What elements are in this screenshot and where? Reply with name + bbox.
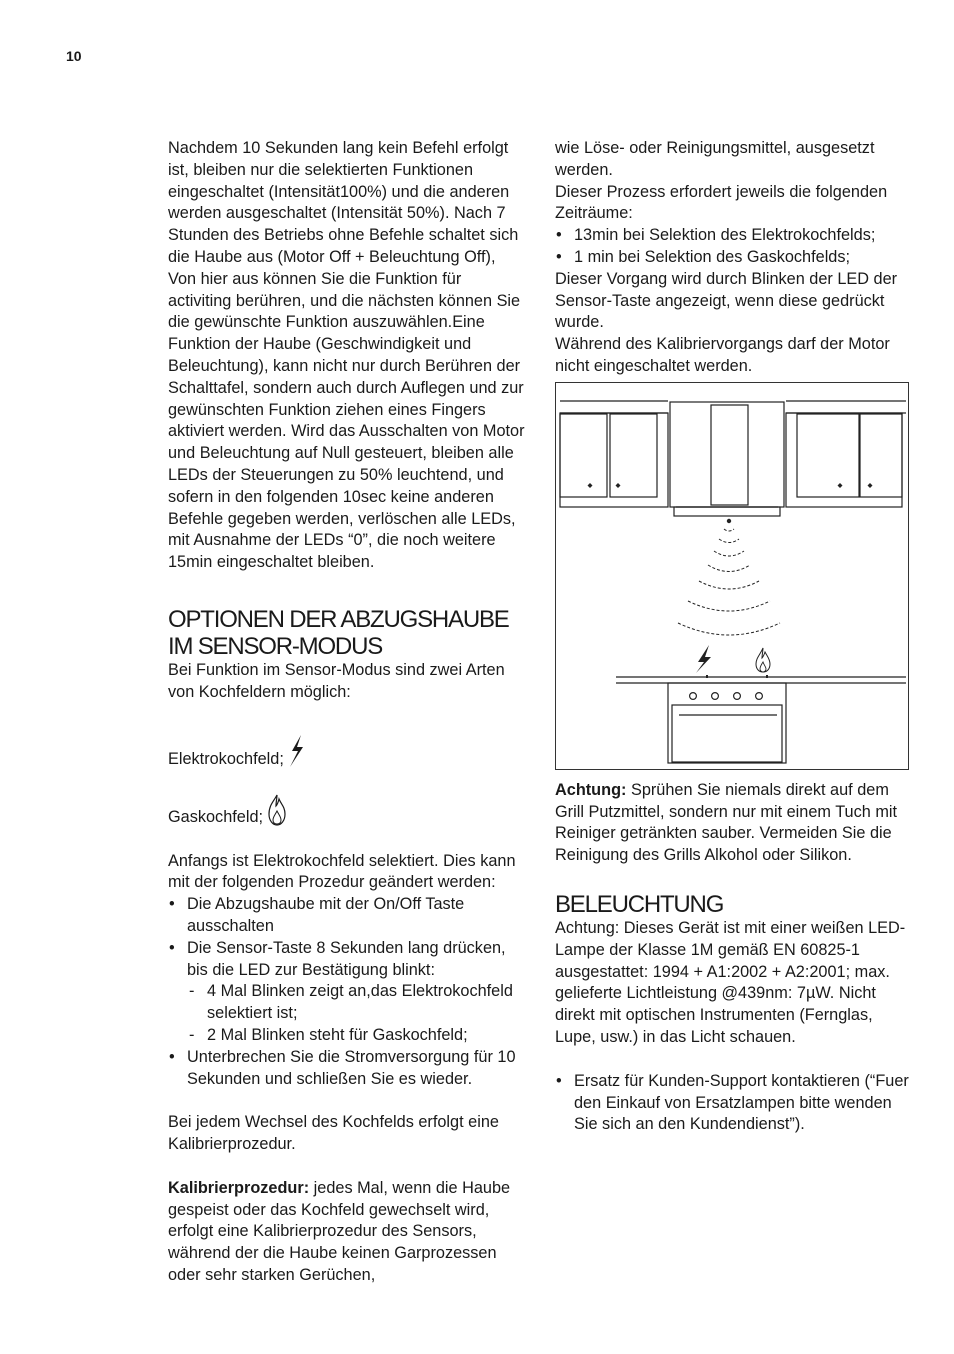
lighting-text: Achtung: Dieses Gerät ist mit einer weißen LED-Lampe der Klasse 1M gemäß EN 60825-1 ausgestattet: 1994 + A1:2002 + A2:2001; max. gelieferte Lichtleistung @439nm: 7µW. Nicht direkt mit optischen Instrumenten (Fernglas, Lupe, usw.) in das Licht schauen. <box>555 918 906 1046</box>
motor-text: Während des Kalibriervorgangs darf der Motor nicht eingeschaltet werden. <box>555 335 890 375</box>
electric-hob-label: Elektrokochfeld; <box>168 749 284 768</box>
lightning-icon <box>286 734 306 768</box>
blink-item: - 2 Mal Blinken steht für Gaskochfeld; <box>187 1025 528 1047</box>
heading-line-1: OPTIONEN DER ABZUGSHAUBE <box>168 605 509 633</box>
sensor-mode-heading <box>168 606 528 660</box>
caution-text: Sprühen Sie niemals direkt auf dem Grill Putzmittel, sondern nur mit einem Tuch mit Reiniger getränkten sauber. Vermeiden Sie die Reinigung des Grills Alkohol oder Silikon. <box>555 780 898 865</box>
flame-icon <box>266 793 288 827</box>
sensor-illustration <box>555 382 909 770</box>
caution-paragraph <box>555 780 915 867</box>
procedure-step <box>168 938 528 1047</box>
intro-paragraph: Nachdem 10 Sekunden lang kein Befehl erfolgt ist, bleiben nur die selektierten Funktionen eingeschaltet (Intensität100%) und die anderen werden ausgeschaltet (Intensität 50%). Nach 7 Stunden des Betriebs ohne Befehle schaltet sich die Haube aus (Motor Off + Beleuchtung Off), Von hier aus können Sie die Funktion für activiting berühren, und die nächsten können Sie die gewünschte Funktion auszuwählen.Eine Funktion der Haube (Geschwindigkeit und Beleuchtung), kann nicht nur durch Berühren der Schalttafel, sondern auch durch Auflegen und zur gewünschten Funktion ziehen eines Fingers aktiviert werden. Wird das Ausschalten von Motor und Beleuchtung auf Null gesteuert, bleiben alle LEDs der Steuerungen zu 50% leuchtend, und sofern in den folgenden 10sec keine anderen Befehle gegeben werden, verlöschen alle LEDs, mit Ausnahme der LEDs “0”, die noch weitere 15min eingeschaltet bleiben. <box>168 139 525 572</box>
electric-hob-line <box>168 734 528 771</box>
procedure-step: • Unterbrechen Sie die Stromversorgung für 10 Sekunden und schließen Sie es wieder. <box>168 1047 528 1091</box>
period-item: • 1 min bei Selektion des Gaskochfelds; <box>555 247 915 269</box>
calibration-text: jedes Mal, wenn die Haube gespeist oder das Kochfeld gewechselt wird, erfolgt eine Kalibrierprozedur des Sensors, während der die Haube keinen Garprozessen oder sehr starken Gerüchen, <box>168 1178 511 1285</box>
led-text: Dieser Vorgang wird durch Blinken der LED der Sensor-Taste angezeigt, wenn diese gedrückt wurde. <box>555 269 898 332</box>
procedure-list <box>168 894 528 1090</box>
gas-hob-line <box>168 793 528 829</box>
period-item: • 13min bei Selektion des Elektrokochfelds; <box>555 225 915 247</box>
procedure-step: • Die Abzugshaube mit der On/Off Taste ausschalten <box>168 894 528 938</box>
caution-label: Achtung: <box>555 780 627 799</box>
periods-intro: Dieser Prozess erfordert jeweils die folgenden Zeiträume: <box>555 182 888 223</box>
periods-list <box>555 225 915 269</box>
change-note: Bei jedem Wechsel des Kochfelds erfolgt eine Kalibrierprozedur. <box>168 1113 499 1154</box>
calibration-continued: wie Löse- oder Reinigungsmittel, ausgesetzt werden. <box>555 139 875 179</box>
page-number: 10 <box>66 48 82 64</box>
gas-hob-label: Gaskochfeld; <box>168 807 264 826</box>
sensor-intro: Bei Funktion im Sensor-Modus sind zwei Arten von Kochfeldern möglich: <box>168 660 505 701</box>
left-column <box>168 138 528 1287</box>
right-column <box>555 138 915 1136</box>
blink-item: - 4 Mal Blinken zeigt an,das Elektrokochfeld selektiert ist; <box>187 981 528 1025</box>
blink-list <box>187 981 528 1046</box>
calibration-paragraph <box>168 1178 528 1287</box>
heading-line-2: IM SENSOR-MODUS <box>168 632 383 660</box>
calibration-label: Kalibrierprozedur: <box>168 1178 310 1197</box>
default-text: Anfangs ist Elektrokochfeld selektiert. Dies kann mit der folgenden Prozedur geändert werden: <box>168 851 516 892</box>
support-list <box>555 1071 915 1136</box>
lighting-heading: BELEUCHTUNG <box>555 890 724 918</box>
support-item: • Ersatz für Kunden-Support kontaktieren (“Fuer den Einkauf von Ersatzlampen bitte wenden Sie sich an den Kundendienst”). <box>555 1071 915 1136</box>
procedure-step-text: Die Sensor-Taste 8 Sekunden lang drücken, bis die LED zur Bestätigung blinkt: <box>187 938 506 979</box>
